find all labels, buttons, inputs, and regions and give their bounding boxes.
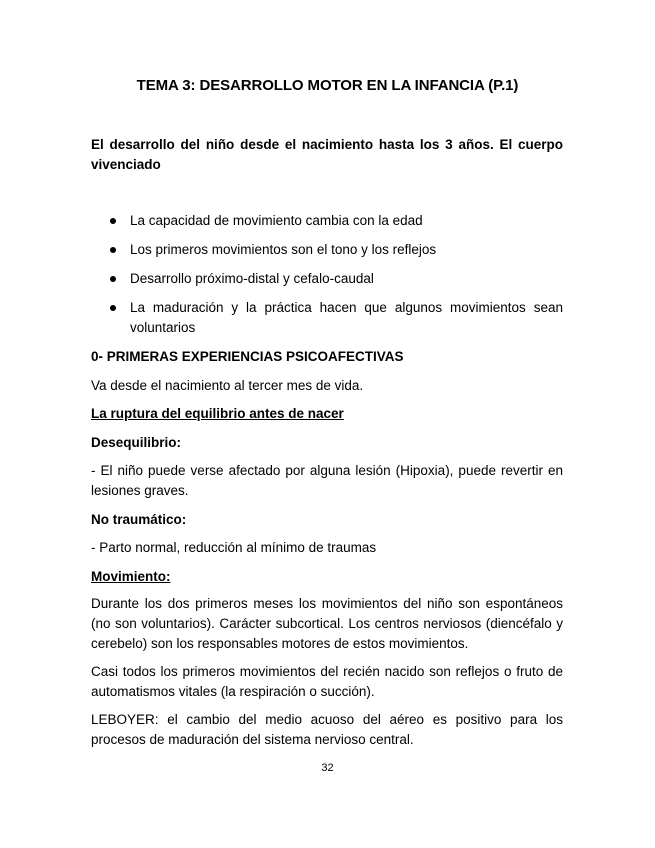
subsection-heading: La ruptura del equilibrio antes de nacer xyxy=(91,406,344,421)
leboyer-text: el cambio del medio acuoso del aéreo es positivo para los procesos de maduración del sistema nervioso central. xyxy=(91,712,563,747)
list-item xyxy=(91,298,563,338)
intro-paragraph: El desarrollo del niño desde el nacimiento hasta los 3 años. El cuerpo vivenciado xyxy=(91,137,563,172)
list-item xyxy=(91,211,563,231)
movimiento-paragraph-1: Durante los dos primeros meses los movimientos del niño son espontáneos (no son voluntarios). Carácter subcortical. Los centros nerviosos (diencéfalo y cerebelo) son los responsables motores de estos movimientos. xyxy=(91,596,563,651)
section-intro: Va desde el nacimiento al tercer mes de vida. xyxy=(91,378,364,393)
movimiento-paragraph-2: Casi todos los primeros movimientos del recién nacido son reflejos o fruto de automatismos vitales (la respiración o succión). xyxy=(91,664,563,699)
bullet-list xyxy=(91,211,563,347)
bullet-text: La maduración y la práctica hacen que algunos movimientos sean voluntarios xyxy=(130,300,563,335)
leboyer-label: LEBOYER: xyxy=(91,712,159,727)
bullet-text: Desarrollo próximo-distal y cefalo-caudal xyxy=(130,271,374,286)
page-number: 32 xyxy=(321,762,334,774)
list-item xyxy=(91,240,563,260)
bullet-icon xyxy=(110,276,116,282)
no-traumatico-label: No traumático: xyxy=(91,512,187,527)
desequilibrio-text: - El niño puede verse afectado por alguna lesión (Hipoxia), puede revertir en lesiones graves. xyxy=(91,463,563,498)
bullet-icon xyxy=(110,247,116,253)
section-heading: 0- PRIMERAS EXPERIENCIAS PSICOAFECTIVAS xyxy=(91,349,404,364)
leboyer-paragraph xyxy=(91,710,563,750)
bullet-text: La capacidad de movimiento cambia con la edad xyxy=(130,213,423,228)
desequilibrio-label: Desequilibrio: xyxy=(91,435,182,450)
movimiento-heading: Movimiento: xyxy=(91,569,171,584)
no-traumatico-text: - Parto normal, reducción al mínimo de traumas xyxy=(91,540,377,555)
bullet-icon xyxy=(110,218,116,224)
bullet-icon xyxy=(110,305,116,311)
page-title: TEMA 3: DESARROLLO MOTOR EN LA INFANCIA (P.1) xyxy=(136,77,519,94)
list-item xyxy=(91,269,563,289)
bullet-text: Los primeros movimientos son el tono y los reflejos xyxy=(130,242,437,257)
